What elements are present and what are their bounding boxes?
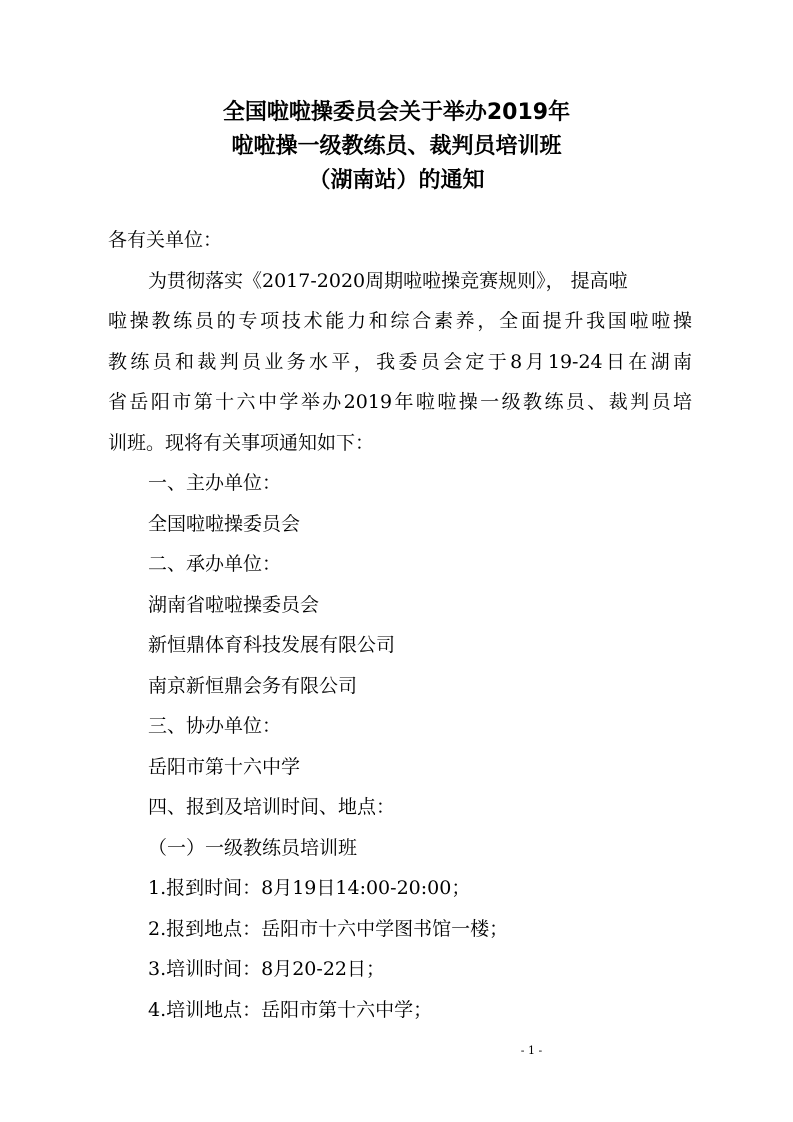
section-heading-host: 二、承办单位： [148,553,282,575]
intro-line-1: 为贯彻落实《2017-2020周期啦啦操竞赛规则》， 提高啦 [148,269,628,292]
co-organizer-name: 岳阳市第十六中学 [148,755,301,778]
section-heading-co-organizer: 三、协办单位： [148,715,282,737]
list-item-training-location: 4.培训地点：岳阳市第十六中学； [148,998,433,1021]
intro-line-5: 训班。现将有关事项通知如下： [108,431,375,454]
subsection-coach-training: （一）一级教练员培训班 [148,836,358,859]
document-title [0,96,793,198]
list-item-checkin-time: 1.报到时间：8月19日14:00-20:00； [148,877,471,899]
intro-line-3: 教练员和裁判员业务水平，我委员会定于8月19-24日在湖南 [108,350,692,373]
title-line-2: 啦啦操一级教练员、裁判员培训班 [231,134,562,159]
title-line-3: （湖南站）的通知 [308,168,485,193]
list-item-checkin-location: 2.报到地点：岳阳市十六中学图书馆一楼； [148,917,509,940]
salutation: 各有关单位： [108,229,223,251]
intro-line-4: 省岳阳市第十六中学举办2019年啦啦操一级教练员、裁判员培 [108,391,692,413]
host-name-3: 南京新恒鼎会务有限公司 [148,674,358,697]
intro-line-2: 啦操教练员的专项技术能力和综合素养，全面提升我国啦啦操 [108,310,692,332]
list-item-training-time: 3.培训时间：8月20-22日； [148,958,385,980]
document-body [108,220,692,1030]
host-name-1: 湖南省啦啦操委员会 [148,593,320,616]
page-number: - 1 - [520,1044,543,1057]
organizer-name: 全国啦啦操委员会 [148,512,301,535]
title-line-1: 全国啦啦操委员会关于举办2019年 [222,100,571,125]
host-name-2: 新恒鼎体育科技发展有限公司 [148,634,396,656]
section-heading-organizer: 一、主办单位： [148,472,282,494]
section-heading-time-location: 四、报到及培训时间、地点： [148,796,396,818]
